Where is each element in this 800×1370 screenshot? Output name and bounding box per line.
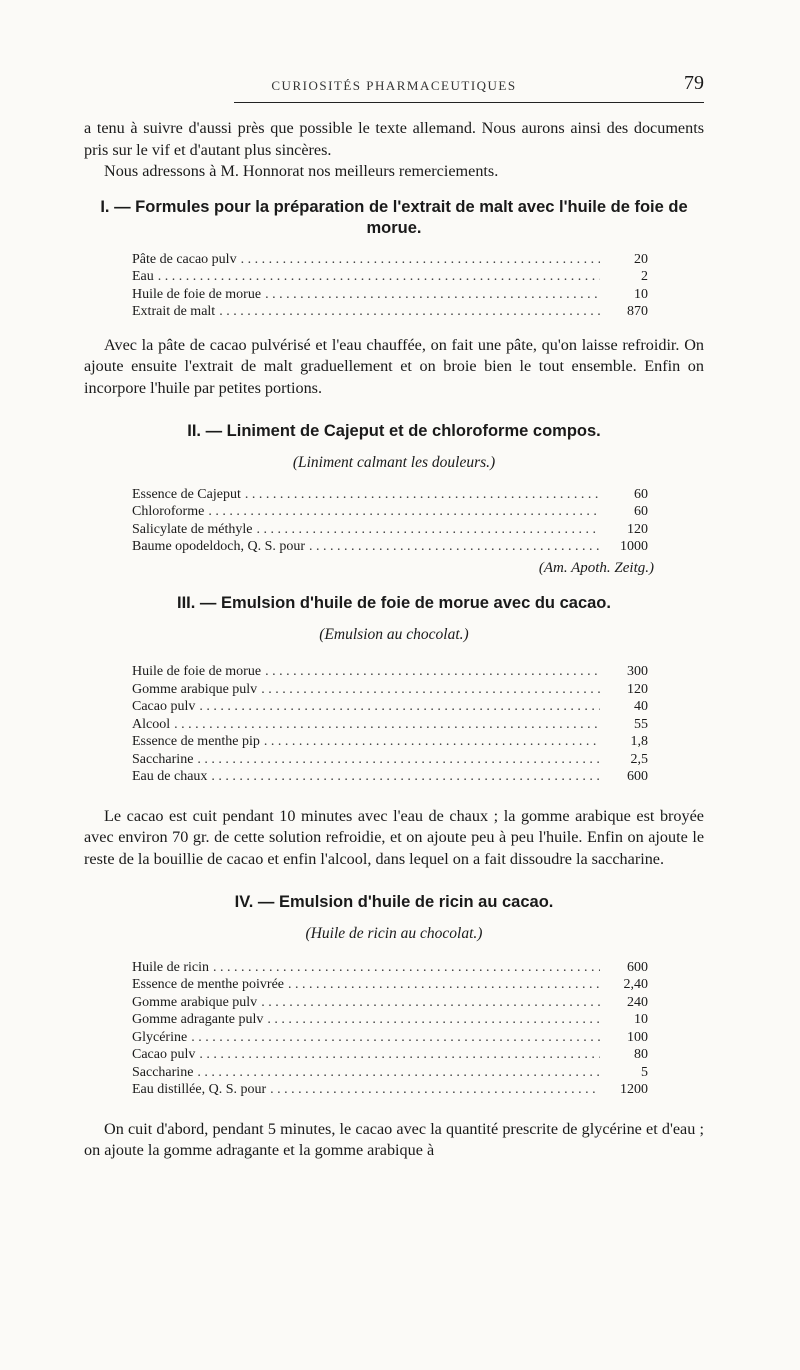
ingredient-name: Essence de Cajeput xyxy=(132,486,241,502)
leader-dots xyxy=(213,959,600,977)
ingredient-quantity: 10 xyxy=(634,1012,648,1027)
leader-dots xyxy=(199,698,600,716)
section-3-title: III. — Emulsion d'huile de foie de morue avec du cacao. xyxy=(177,593,611,612)
ingredient-name: Eau de chaux xyxy=(132,769,208,784)
section-3-subtitle: (Emulsion au chocolat.) xyxy=(319,625,469,643)
ingredient-name: Saccharine xyxy=(132,1064,194,1080)
ingredient-quantity: 2,40 xyxy=(623,977,648,992)
section-4-title: IV. — Emulsion d'huile de ricin au cacao. xyxy=(234,893,554,911)
section-2-title: II. — Liniment de Cajeput et de chloroforme compos. xyxy=(187,422,601,440)
intro-paragraph: a tenu à suivre d'aussi près que possible le texte allemand. Nous aurons ainsi des documents pris sur le vif et d'autant plus sincères. xyxy=(84,119,704,159)
ingredient-quantity: 10 xyxy=(634,286,648,302)
ingredient-row xyxy=(132,521,648,539)
ingredient-quantity: 1,8 xyxy=(630,734,648,749)
ingredient-quantity: 870 xyxy=(627,304,648,319)
ingredient-name: Cacao pulv xyxy=(132,699,196,714)
ingredient-name: Chloroforme xyxy=(132,504,205,519)
leader-dots xyxy=(265,286,600,304)
ingredient-quantity: 120 xyxy=(627,521,648,537)
ingredient-name: Baume opodeldoch, Q. S. pour xyxy=(132,539,306,554)
ingredient-name: Alcool xyxy=(132,716,171,732)
leader-dots xyxy=(265,663,600,681)
section-3-recipe xyxy=(132,663,648,786)
ingredient-name: Huile de foie de morue xyxy=(132,664,262,679)
ingredient-row xyxy=(132,663,648,681)
ingredient-quantity: 5 xyxy=(641,1064,648,1080)
leader-dots xyxy=(219,303,600,321)
ingredient-name: Huile de ricin xyxy=(132,959,209,975)
section-2-recipe xyxy=(132,486,648,556)
ingredient-name: Eau distillée, Q. S. pour xyxy=(132,1082,267,1097)
page xyxy=(84,70,704,1162)
ingredient-quantity: 55 xyxy=(634,716,648,732)
leader-dots xyxy=(191,1029,600,1047)
ingredient-name: Extrait de malt xyxy=(132,304,216,319)
ingredient-name: Gomme arabique pulv xyxy=(132,681,258,697)
leader-dots xyxy=(208,503,600,521)
section-2-source: (Am. Apoth. Zeitg.) xyxy=(538,559,654,576)
leader-dots xyxy=(261,681,600,699)
ingredient-name: Huile de foie de morue xyxy=(132,286,262,302)
leader-dots xyxy=(158,268,600,286)
leader-dots xyxy=(197,1064,600,1082)
ingredient-row xyxy=(132,1046,648,1064)
ingredient-row xyxy=(132,716,648,734)
ingredient-quantity: 240 xyxy=(627,994,648,1010)
ingredient-name: Pâte de cacao pulv xyxy=(132,251,237,267)
leader-dots xyxy=(264,733,600,751)
section-4-recipe xyxy=(132,959,648,1099)
section-1-text: Avec la pâte de cacao pulvérisé et l'eau chauffée, on fait une pâte, qu'on laisse refroidir. On ajoute ensuite l'extrait de malt graduellement et on broie bien le tout ensemble. Enfin on incorpore l'huile par petites portions. xyxy=(84,335,704,397)
ingredient-row xyxy=(132,1011,648,1029)
ingredient-quantity: 40 xyxy=(634,699,648,714)
ingredient-quantity: 100 xyxy=(627,1029,648,1045)
ingredient-row xyxy=(132,976,648,994)
ingredient-quantity: 60 xyxy=(634,504,648,519)
leader-dots xyxy=(257,521,600,539)
leader-dots xyxy=(211,768,600,786)
ingredient-name: Essence de menthe poivrée xyxy=(132,977,284,992)
section-4-text: On cuit d'abord, pendant 5 minutes, le cacao avec la quantité prescrite de glycérine et d'eau ; on ajoute la gomme adragante et la gomme arabique à xyxy=(84,1119,704,1159)
leader-dots xyxy=(267,1011,600,1029)
leader-dots xyxy=(270,1081,600,1099)
running-title: CURIOSITÉS PHARMACEUTIQUES xyxy=(271,78,517,93)
ingredient-row xyxy=(132,1029,648,1047)
ingredient-row xyxy=(132,698,648,716)
section-1-title: I. — Formules pour la préparation de l'extrait de malt avec l'huile de foie de morue. xyxy=(100,197,688,237)
header-rule xyxy=(234,102,704,103)
ingredient-row xyxy=(132,994,648,1012)
ingredient-row xyxy=(132,268,648,286)
leader-dots xyxy=(261,994,600,1012)
ingredient-quantity: 1200 xyxy=(620,1082,648,1097)
ingredient-name: Glycérine xyxy=(132,1029,188,1045)
ingredient-name: Essence de menthe pip xyxy=(132,734,260,749)
leader-dots xyxy=(197,751,600,769)
ingredient-quantity: 600 xyxy=(627,959,648,975)
ingredient-name: Salicylate de méthyle xyxy=(132,521,253,537)
page-header xyxy=(84,70,704,104)
ingredient-row xyxy=(132,768,648,786)
ingredient-quantity: 2,5 xyxy=(630,751,648,767)
leader-dots xyxy=(241,251,600,269)
ingredient-row xyxy=(132,303,648,321)
ingredient-row xyxy=(132,286,648,304)
leader-dots xyxy=(288,976,600,994)
ingredient-row xyxy=(132,503,648,521)
section-3-text: Le cacao est cuit pendant 10 minutes avec l'eau de chaux ; la gomme arabique est broyée avec environ 70 gr. de cette solution refroidie, et on ajoute peu à peu l'huile. Enfin on ajoute le reste de la bouillie de cacao et enfin l'alcool, dans lequel on a fait dissoudre la saccharine. xyxy=(84,806,704,868)
ingredient-quantity: 60 xyxy=(634,486,648,502)
ingredient-row xyxy=(132,751,648,769)
ingredient-row xyxy=(132,486,648,504)
ingredient-name: Saccharine xyxy=(132,751,194,767)
intro-thanks: Nous adressons à M. Honnorat nos meilleurs remerciements. xyxy=(104,162,499,180)
ingredient-name: Gomme adragante pulv xyxy=(132,1012,264,1027)
section-4-subtitle: (Huile de ricin au chocolat.) xyxy=(305,925,483,942)
ingredient-row xyxy=(132,959,648,977)
ingredient-quantity: 120 xyxy=(627,681,648,697)
section-2-subtitle: (Liniment calmant les douleurs.) xyxy=(292,454,496,471)
leader-dots xyxy=(245,486,600,504)
page-number: 79 xyxy=(684,72,704,94)
ingredient-row xyxy=(132,538,648,556)
ingredient-quantity: 1000 xyxy=(620,539,648,554)
ingredient-row xyxy=(132,681,648,699)
ingredient-quantity: 600 xyxy=(627,769,648,784)
leader-dots xyxy=(309,538,600,556)
ingredient-name: Eau xyxy=(132,269,154,284)
ingredient-row xyxy=(132,251,648,269)
section-1-recipe xyxy=(132,251,648,321)
ingredient-name: Gomme arabique pulv xyxy=(132,994,258,1010)
ingredient-quantity: 300 xyxy=(627,664,648,679)
leader-dots xyxy=(199,1046,600,1064)
ingredient-row xyxy=(132,733,648,751)
ingredient-quantity: 80 xyxy=(634,1047,648,1062)
ingredient-quantity: 20 xyxy=(634,251,648,267)
leader-dots xyxy=(174,716,600,734)
ingredient-quantity: 2 xyxy=(641,269,648,284)
ingredient-row xyxy=(132,1064,648,1082)
ingredient-row xyxy=(132,1081,648,1099)
ingredient-name: Cacao pulv xyxy=(132,1047,196,1062)
